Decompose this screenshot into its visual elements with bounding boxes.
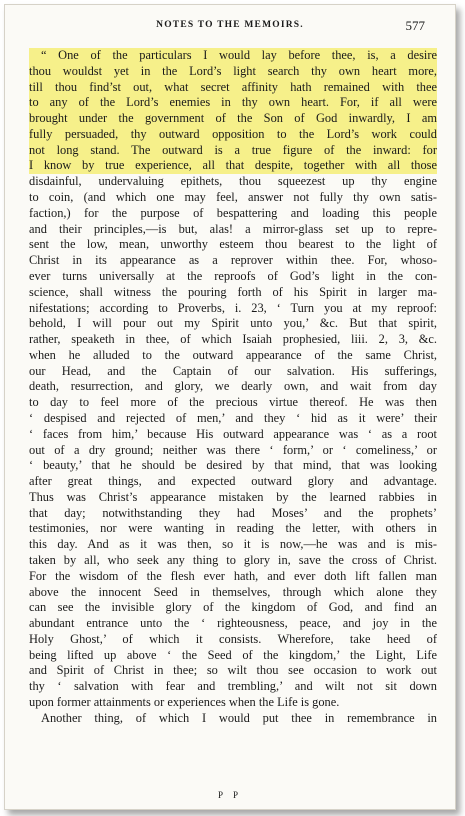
text-line: to any of the Lord’s enemies in thy own heart. For, if all were [29, 95, 437, 110]
text-line: For the wisdom of the flesh ever hath, and ever doth lift fallen man [29, 568, 437, 583]
text-line: our Head, and the Captain of our salvation. His sufferings, [29, 363, 437, 378]
printer-signature-mark: P P [218, 790, 242, 800]
text-line: thy ‘ salvation with fear and trembling,’ and wilt not sit down [29, 679, 437, 694]
text-line: Another thing, of which I would put thee in remembrance in [41, 710, 437, 725]
text-line: sent the low, mean, unworthy esteem thou bearest to the light of [29, 237, 437, 252]
text-line: behold, I will pour out my Spirit unto you,’ &c. But that spirit, [29, 316, 437, 331]
text-line: being lifted up above ‘ the Seed of the kingdom,’ the Light, Life [29, 647, 437, 662]
text-line: upon former attainments or experiences when the Life is gone. [29, 695, 340, 710]
text-line: Thus was Christ’s appearance mistaken by the learned rabbies in [29, 489, 437, 504]
text-line: after great things, and expected outward glory and advantage. [29, 474, 437, 489]
text-line: abundant entrance unto the ‘ righteousness, peace, and joy in the [29, 616, 437, 631]
text-line: thou wouldst yet in the Lord’s light search thy own heart more, [29, 63, 437, 78]
text-line: to coin, (and which one may feel, answer not fully thy own satis- [29, 190, 437, 205]
text-line: death, resurrection, and glory, we dearly own, and wait from day [29, 379, 437, 394]
running-head: NOTES TO THE MEMOIRS. [156, 20, 304, 30]
text-line: out of a dry ground; neither was there ‘ form,’ or ‘ comeliness,’ or [29, 442, 437, 457]
text-line: I know by true experience, all that despite, together with all those [29, 158, 437, 173]
text-line: brought under the government of the Son of God inwardly, I am [29, 111, 437, 126]
text-line: this day. And as it was then, so it is now,—he was and is mis- [29, 537, 437, 552]
page-header [5, 14, 455, 34]
text-line: “ One of the particulars I would lay before thee, is, a desire [29, 48, 437, 64]
text-line: nifestations; according to Proverbs, i. 23, ‘ Turn you at my reproof: [29, 300, 437, 315]
text-line: taken by all, who seek any thing to glory in, save the cross of Christ. [29, 553, 437, 567]
text-line: science, shall witness the pouring forth of his Spirit in larger ma- [29, 284, 437, 299]
text-line: Christ in its appearance as a reprover within thee. For, whoso- [29, 253, 437, 268]
text-line: and Spirit of Christ in thee; so wilt thou see occasion to work out [29, 663, 437, 678]
text-line: ever turns universally at the reproofs of God’s light in the con- [29, 268, 437, 283]
text-line: that day; notwithstanding they had Moses’ and the prophets’ [29, 505, 437, 520]
text-line: to day to feel more of the precious virtue thereof. He was then [29, 395, 437, 410]
page-number: 577 [405, 18, 425, 33]
text-line: rather, speaketh in thee, of which Isaiah prophesied, liii. 2, 3, &c. [29, 332, 437, 347]
text-line: Holy Ghost,’ of which it consists. Wherefore, take heed of [29, 631, 437, 646]
text-line: disdainful, undervaluing epithets, thou squeezest up thy engine [29, 174, 437, 189]
scanned-page [4, 4, 456, 810]
text-line: faction,) for the purpose of bespattering and loading this people [29, 205, 437, 220]
text-line: not long stand. The outward is a true figure of the inward: for [29, 142, 437, 157]
text-line: ‘ faces from him,’ because His outward appearance was ‘ as a root [29, 426, 437, 441]
text-line: above the innocent Seed in themselves, through which alone they [29, 584, 437, 599]
text-line: testimonies, nor were wanting in reading the letter, with others in [29, 521, 437, 536]
text-line: and their principles,—is but, alas! a mirror-glass set up to repre- [29, 221, 437, 236]
body-text [29, 48, 437, 727]
text-line: ‘ despised and rejected of men,’ and they ‘ hid as it were’ their [29, 410, 437, 425]
text-line: till thou find’st out, what secret affinity hath remained with thee [29, 79, 437, 94]
text-line: ‘ beauty,’ that he should be desired by that mind, that was looking [29, 458, 437, 473]
text-line: fully persuaded, thy outward opposition to the Lord’s work could [29, 126, 437, 141]
text-line: when he alluded to the outward appearance of the same Christ, [29, 347, 437, 362]
text-line: can see the invisible glory of the kingdom of God, and find an [29, 600, 437, 615]
